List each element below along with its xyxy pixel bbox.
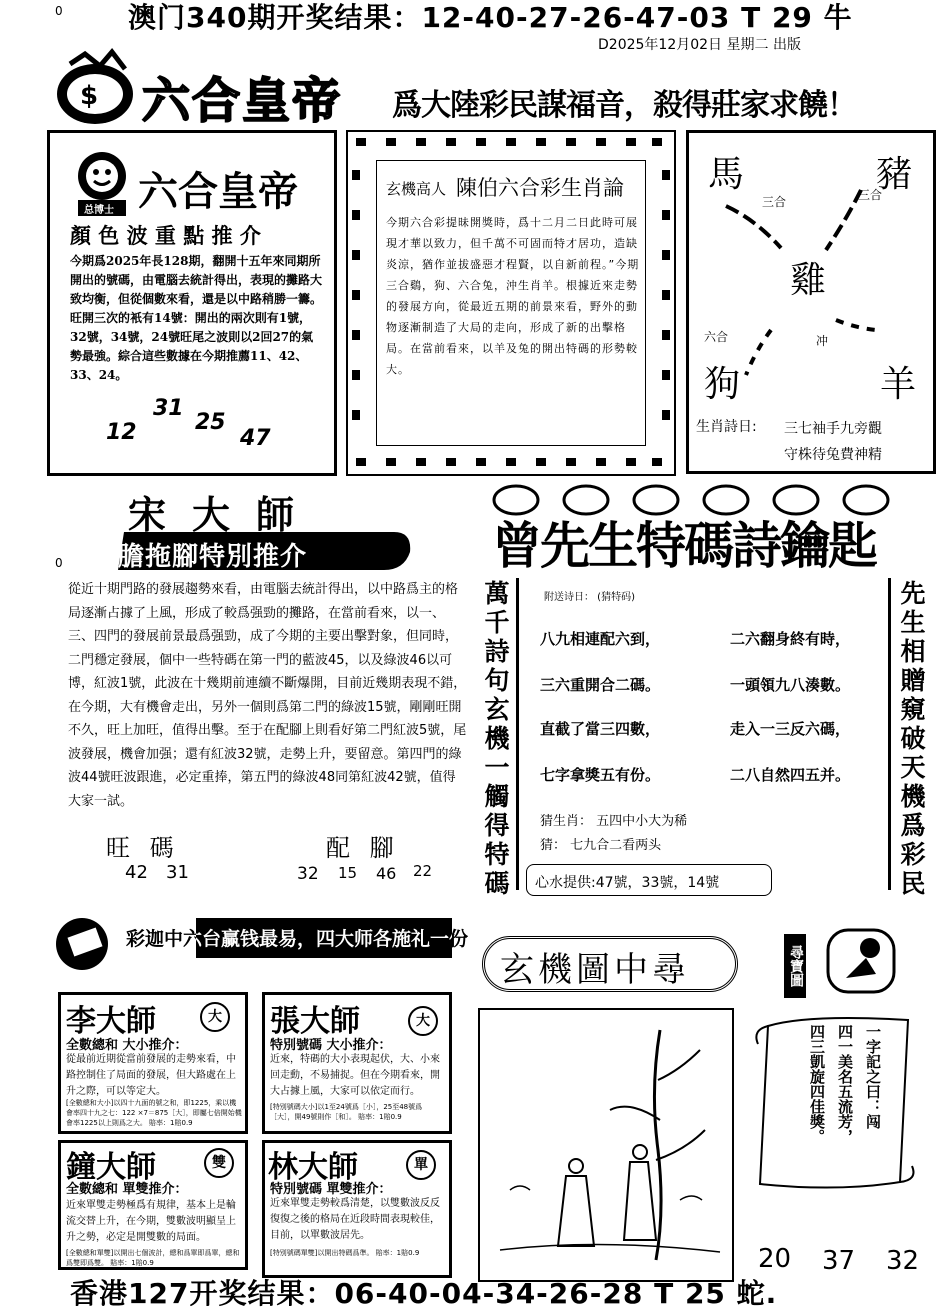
money-bag-logo <box>50 44 140 126</box>
zodiac-rooster: 雞 <box>790 260 827 301</box>
zeng-poem-line: 一頭領九八湊數。 <box>730 676 851 694</box>
banner-title: 六合皇帝 <box>142 73 343 129</box>
zeng-note: 附送诗日： (猜特码) <box>544 592 635 603</box>
master-sub: 全數總和 大小推介： <box>66 1038 188 1053</box>
master-body: 近來單雙走勢較爲清楚，以雙數波反反復復之後的格局在近段時間表現較佳，目前，以單數波居先。 <box>270 1198 440 1241</box>
zeng-poem-line: 二六翻身終有時， <box>730 630 851 648</box>
treasure-hunter-icon <box>826 928 896 994</box>
masters-banner-text: 彩迦中六台赢钱最易，四大师各施礼一份 <box>126 928 469 950</box>
huangdi-number: 31 <box>153 396 184 421</box>
master-tag-circle: 大 <box>408 1006 438 1036</box>
master-body: 從最前近期從當前發展的走勢來看，中路控制住了局面的發展，但大路處在上升之際，可以等定大。 <box>66 1054 236 1097</box>
chenbo-title: 陳伯六合彩生肖論 <box>456 176 624 200</box>
zodiac-sheep: 羊 <box>880 364 917 405</box>
master-name: 鐘大師 <box>66 1150 156 1185</box>
xinshui-text: 心水提供:47號，33號，14號 <box>535 875 720 891</box>
master-foot: [特別號碼單雙]以開出特碼爲準。 賠率：1賠0.9 <box>270 1249 420 1257</box>
huangdi-number: 25 <box>195 410 226 435</box>
zeng-title: 曾先生特碼詩鑰匙 <box>492 516 876 575</box>
doctor-mascot-icon <box>70 148 134 220</box>
pei-number: 46 <box>376 864 397 883</box>
money-hand-icon <box>52 910 122 980</box>
zeng-right-vertical: 先生相贈窺破天機爲彩民 <box>897 580 926 899</box>
master-sub: 特別號碼 大小推介： <box>270 1038 392 1053</box>
zeng-poem-line: 七字拿獎五有份。 <box>540 766 661 784</box>
zodiac-poem-line: 三七袖手九旁觀 <box>784 421 882 437</box>
scroll-text-line: 四三凱旋四佳獎。 <box>808 1024 826 1144</box>
poem-label: 生肖詩日: <box>696 419 757 435</box>
pei-number: 15 <box>338 864 358 882</box>
zeng-left-vertical: 萬千詩句玄機一觸得特碼 <box>481 580 510 899</box>
zeng-poem-line: 三六重開合二碼。 <box>540 676 661 694</box>
banner-slogan: 爲大陸彩民謀福音，殺得莊家求饒！ <box>392 88 856 123</box>
master-foot: [全數總和大小]以四十九面的號之和，即1225，乘以機會率四十九之七：122 ×7＝875［大］，即屬七倍開始機會率1225以上則爲之大。 賠率：1賠0.9 <box>66 1099 242 1127</box>
label-wang-numbers: 旺 碼 <box>106 834 180 862</box>
master-sub: 全數總和 單雙推介： <box>66 1182 188 1197</box>
master-foot: [全數總和單雙]以開出七個波計，總和爲單即爲單，總和爲雙即爲雙。 賠率：1賠0.9 <box>66 1249 240 1267</box>
zodiac-pig: 豬 <box>876 154 913 195</box>
xuanji-number: 20 <box>758 1244 792 1274</box>
zeng-poem-line: 八九相連配六到， <box>540 630 661 648</box>
master-name: 張大師 <box>270 1004 360 1039</box>
huangdi-body-text: 今期爲2025年長128期，翻開十五年來同期所開出的號碼，由電腦去統計得出，表現的攤路大致均衡，但從個數來看，還是以中路稍勝一籌。旺開三次的衹有14號：開出的兩次則有1號，32號，34號，24號旺尾之波則以2回27的氣勢最強。綜合這些數據在今期推薦11、42、33、24。 <box>70 254 323 382</box>
master-body: 近來單雙走勢極爲有規律，基本上是輪流交替上升，在今期，雙數波明顯呈上升之勢，必定是開雙數的局面。 <box>66 1200 236 1243</box>
chenbo-title-prefix: 玄機高人 <box>386 180 447 198</box>
zodiac-horse: 馬 <box>708 154 745 195</box>
zeng-poem-line: 走入一三反六碼， <box>730 720 851 738</box>
macau-result-headline: 澳门340期开奖结果：12-40-27-26-47-03 T 29 牛 <box>128 1 853 34</box>
wang-number: 31 <box>166 862 189 883</box>
huangdi-number: 47 <box>240 426 271 451</box>
label-pei-numbers: 配 腳 <box>326 834 400 862</box>
zero-marker-top: 0 <box>55 4 63 18</box>
scroll-text-line: 四一美名五流芳， <box>836 1024 854 1144</box>
master-body: 近來，特碼的大小表現起伏，大、小來回走動，不易捕捉。但在今期看來，開大占據上風，大家可以依定而行。 <box>270 1054 440 1097</box>
zero-marker-song: 0 <box>55 556 63 570</box>
pei-number: 22 <box>413 862 433 880</box>
label-chong: 冲 <box>816 334 829 348</box>
zeng-right-rule <box>888 578 891 890</box>
chenbo-body-text: 今期六合彩提昧開獎時，爲十二月二日此時可展現才華以致力，但千萬不可固而特才居功，造缺炎涼，猶作並拔盛惡才程賢，以自新前程。”今期三合鷄，狗、六合兔，沖生肖羊。根據近來走勢的發展方向，從最近五期的前景來看，野外的動物逐漸制造了大局的走向，形成了新的出擊格局。在當前看來，以羊及兔的開出特碼的形勢較大。 <box>386 216 640 376</box>
pei-number: 32 <box>297 864 319 884</box>
label-liuhe: 六合 <box>704 330 729 344</box>
zeng-poem-line: 二八自然四五并。 <box>730 766 851 784</box>
guess-zodiac: 猜生肖： 五四中小大为稀 <box>540 814 688 829</box>
zodiac-poem-line: 守株待兔費神精 <box>784 447 882 463</box>
master-tag-circle: 雙 <box>204 1148 234 1178</box>
master-tag-circle: 單 <box>406 1150 436 1180</box>
hongkong-result-headline: 香港127开奖结果：06-40-04-34-26-28 T 25 蛇. <box>70 1277 778 1310</box>
xuanji-title: 玄機圖中尋 <box>500 950 690 990</box>
zodiac-dog: 狗 <box>704 364 741 405</box>
scroll-text-line: 一字記之曰：闯 <box>864 1024 882 1129</box>
label-sanhe: 三合 <box>858 188 883 202</box>
wang-number: 42 <box>125 862 148 883</box>
song-body-text: 從近十期門路的發展趨勢來看，由電腦去統計得出，以中路爲主的格局逐漸占據了上風，形成了較爲强勁的攤路，在當前看來，以一、三、四門的發展前景最爲强勁，成了今期的主要出擊對象，但同時，二門穩定發展，個中一些特碼在第一門的藍波45，以及綠波46以可博，紅波1號，此波在十幾期前連續不斷爆開，目前近幾期表現不錯，在今期，大有機會走出，另外一個則爲第二門的綠波15號，剛剛旺開不久，旺上加旺，值得出擊。至于在配腳上則看好第二門紅波5號，尾波發展，機會加强；還有紅波32號，走勢上升，要留意。第四門的綠波44號旺波跟進，必定重捧，第五門的綠波48同第紅波42號，值得大家一試。 <box>68 582 467 809</box>
song-subtitle: 膽拖腳特別推介 <box>118 542 308 572</box>
zeng-left-rule <box>516 578 519 890</box>
song-title: 宋大師 <box>128 492 321 537</box>
mascot-badge: 总博士 <box>84 205 114 216</box>
master-foot: [特別號碼大小]以1至24號爲［小］，25至48號爲［大］，開49號則作［和］。 賠率：1賠0.9 <box>270 1103 423 1121</box>
svg-text:$: $ <box>80 81 99 111</box>
master-sub: 特別號碼 單雙推介： <box>270 1182 392 1197</box>
huangdi-panel-title: 六合皇帝 <box>138 168 298 215</box>
master-tag-circle: 大 <box>200 1002 230 1032</box>
xuanji-number: 32 <box>886 1246 920 1276</box>
publish-date: D2025年12月02日 星期二 出版 <box>598 37 801 53</box>
label-sanhe: 三合 <box>762 195 787 209</box>
color-wave-subtitle: 顏 色 波 重 點 推 介 <box>70 224 261 248</box>
xuanji-number: 37 <box>822 1246 856 1276</box>
huangdi-number: 12 <box>106 420 137 445</box>
xuanji-side-label: 尋寶圖 <box>784 934 806 998</box>
zeng-poem-line: 直截了當三四數， <box>540 720 661 738</box>
master-name: 林大師 <box>268 1150 358 1185</box>
master-name: 李大師 <box>66 1004 156 1039</box>
guess-other: 猜： 七九合二看两头 <box>540 838 662 853</box>
scholars-under-tree-illustration <box>480 1010 732 1280</box>
